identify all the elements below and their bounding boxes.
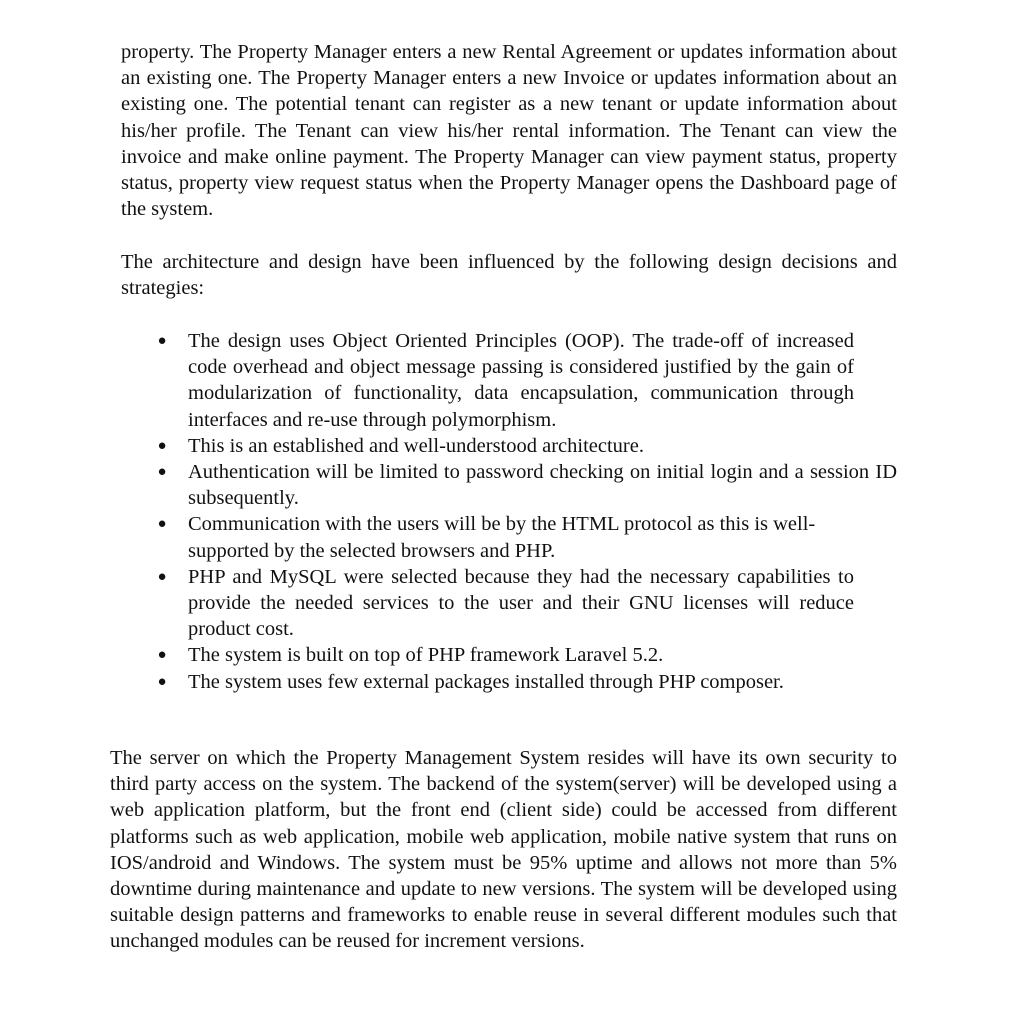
list-item-text: The design uses Object Oriented Principles (OOP). The trade-off of increased code overhead and object message passing is considered justified by the gain of modularization of functionality, data encapsulation, communication through interfaces and re-use through polymorphism.: [188, 330, 854, 431]
intro-paragraph: property. The Property Manager enters a new Rental Agreement or updates information about an existing one. The Property Manager enters a new Invoice or updates information about an existing one. The potential tenant can register as a new tenant or update information about his/her profile. The Tenant can view his/her rental information. The Tenant can view the invoice and make online payment. The Property Manager can view payment status, property status, property view request status when the Property Manager opens the Dashboard page of the system.: [121, 41, 897, 221]
list-item-text: The system is built on top of PHP framework Laravel 5.2.: [188, 644, 664, 667]
bullet-icon: ●: [157, 464, 167, 481]
bullet-icon: ●: [157, 647, 167, 664]
design-decisions-intro: The architecture and design have been influenced by the following design decisions and strategies:: [121, 251, 897, 300]
list-item-text: The system uses few external packages installed through PHP composer.: [188, 670, 784, 693]
list-item-text: Communication with the users will be by the HTML protocol as this is well-supported by the selected browsers and PHP.: [188, 513, 816, 562]
list-item-text: This is an established and well-understood architecture.: [188, 434, 644, 457]
list-item: [0, 564, 1024, 643]
bullet-icon: ●: [157, 437, 167, 454]
list-item: [0, 459, 1024, 511]
bullet-icon: ●: [157, 516, 167, 533]
list-item-text: Authentication will be limited to password checking on initial login and a session ID subsequently.: [188, 461, 897, 510]
bullet-icon: ●: [157, 673, 167, 690]
list-item: [0, 642, 1024, 668]
list-item: [0, 511, 1024, 563]
design-decisions-list: [0, 328, 1024, 695]
list-item: [0, 669, 1024, 695]
list-item: [0, 433, 1024, 459]
bullet-icon: ●: [157, 333, 167, 349]
list-item-text: PHP and MySQL were selected because they had the necessary capabilities to provide the needed services to the user and their GNU licenses will reduce product cost.: [188, 565, 854, 641]
bullet-icon: ●: [157, 568, 167, 585]
list-item: [0, 328, 1024, 433]
server-paragraph: The server on which the Property Management System resides will have its own security to third party access on the system. The backend of the system(server) will be developed using a web application platform, but the front end (client side) could be accessed from different platforms such as web application, mobile web application, mobile native system that runs on IOS/android and Windows. The system must be 95% uptime and allows not more than 5% downtime during maintenance and update to new versions. The system will be developed using suitable design patterns and frameworks to enable reuse in several different modules such that unchanged modules can be reused for increment versions.: [110, 747, 897, 953]
